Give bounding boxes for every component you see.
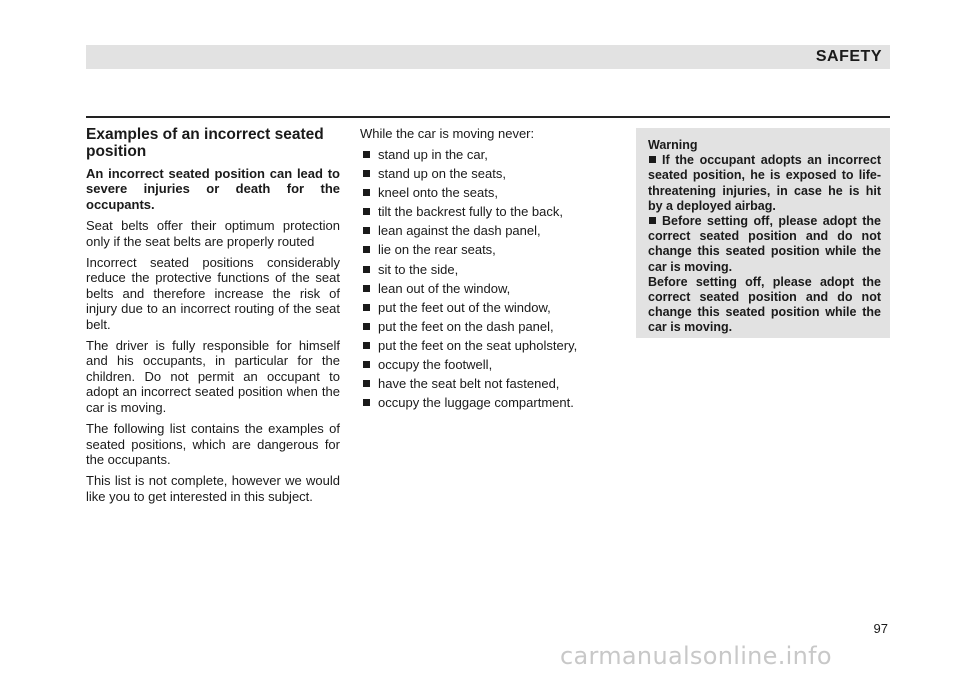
left-column: [86, 126, 340, 510]
list-item: sit to the side,: [360, 260, 620, 279]
list-item: tilt the backrest fully to the back,: [360, 202, 620, 221]
square-bullet-icon: [363, 380, 370, 387]
list-item: put the feet on the dash panel,: [360, 317, 620, 336]
header-bar: [86, 45, 890, 69]
square-bullet-icon: [363, 227, 370, 234]
square-bullet-icon: [649, 156, 656, 163]
section-heading: Examples of an incorrect seated position: [86, 126, 324, 160]
warning-footer: Before setting off, please adopt the correct seated position and do not change this seated position while the car is moving.: [648, 274, 881, 335]
square-bullet-icon: [363, 170, 370, 177]
list-item: kneel onto the seats,: [360, 183, 620, 202]
warning-title: Warning: [648, 138, 698, 152]
list-item: occupy the luggage compartment.: [360, 393, 620, 412]
square-bullet-icon: [363, 266, 370, 273]
paragraph: This list is not complete, however we would like you to get interested in this subject.: [86, 473, 340, 504]
square-bullet-icon: [363, 323, 370, 330]
paragraph: Incorrect seated positions considerably reduce the protective functions of the seat belts and therefore increase the risk of injury due to an incorrect routing of the seat belt.: [86, 255, 340, 332]
paragraph: The following list contains the examples of seated positions, which are dangerous for the occupants.: [86, 421, 340, 467]
list-item: have the seat belt not fastened,: [360, 374, 620, 393]
warning-item: Before setting off, please adopt the correct seated position and do not change this seated position while the car is moving.: [648, 214, 881, 274]
square-bullet-icon: [363, 361, 370, 368]
list-item: lean against the dash panel,: [360, 221, 620, 240]
square-bullet-icon: [363, 399, 370, 406]
square-bullet-icon: [363, 285, 370, 292]
middle-column: [360, 126, 620, 412]
divider-rule: [86, 116, 890, 118]
never-list: [360, 145, 620, 412]
warning-item: If the occupant adopts an incorrect seated position, he is exposed to life-threatening injuries, in case he is hit by a deployed airbag.: [648, 153, 881, 213]
paragraph: Seat belts offer their optimum protection only if the seat belts are properly routed: [86, 218, 340, 249]
paragraph: The driver is fully responsible for himself and his occupants, in particular for the children. Do not permit an occupant to adopt an incorrect seated position when the car is moving.: [86, 338, 340, 415]
list-intro: While the car is moving never:: [360, 126, 535, 141]
page-number: 97: [873, 621, 888, 636]
list-item: stand up in the car,: [360, 145, 620, 164]
square-bullet-icon: [363, 342, 370, 349]
list-item: stand up on the seats,: [360, 164, 620, 183]
watermark: carmanualsonline.info: [560, 642, 832, 670]
square-bullet-icon: [649, 217, 656, 224]
square-bullet-icon: [363, 151, 370, 158]
section-title: SAFETY: [815, 48, 882, 65]
warning-box: [636, 128, 890, 338]
list-item: lean out of the window,: [360, 279, 620, 298]
square-bullet-icon: [363, 189, 370, 196]
list-item: put the feet out of the window,: [360, 298, 620, 317]
list-item: put the feet on the seat upholstery,: [360, 336, 620, 355]
list-item: lie on the rear seats,: [360, 240, 620, 259]
list-item: occupy the footwell,: [360, 355, 620, 374]
square-bullet-icon: [363, 208, 370, 215]
square-bullet-icon: [363, 246, 370, 253]
lead-paragraph: An incorrect seated position can lead to severe injuries or death for the occupants.: [86, 166, 340, 212]
square-bullet-icon: [363, 304, 370, 311]
